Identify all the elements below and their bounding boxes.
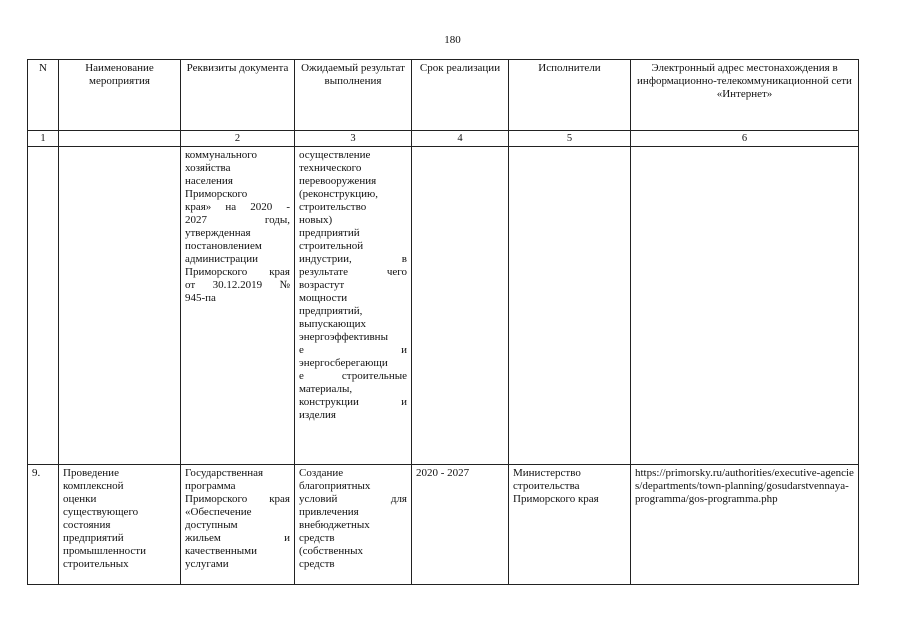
- column-number-row: [28, 131, 859, 147]
- cell-line: коммунального: [185, 149, 257, 161]
- column-number: 2: [181, 131, 295, 147]
- cell-line: администрации: [185, 253, 258, 265]
- cell-line: доступным: [185, 519, 238, 531]
- cell-line: услугами: [185, 558, 229, 570]
- cell-line: индустрии, в: [299, 253, 407, 265]
- cell-line: привлечения: [299, 506, 359, 518]
- cell-line: материалы,: [299, 383, 353, 395]
- cell-line: края» на 2020 -: [185, 201, 290, 213]
- cell-line: е и: [299, 344, 407, 356]
- column-number: 1: [28, 131, 59, 147]
- cell-number: [28, 147, 59, 465]
- cell-line: (собственных: [299, 545, 364, 557]
- cell-line: конструкции и: [299, 396, 407, 408]
- header-requisites: Реквизиты документа: [181, 60, 295, 131]
- cell-line: внебюджетных: [299, 519, 370, 531]
- cell-requisites: [181, 465, 295, 585]
- cell-line: программа: [185, 480, 236, 492]
- cell-line: хозяйства: [185, 162, 231, 174]
- cell-line: промышленности: [63, 545, 146, 557]
- cell-line: энергоэффективны: [299, 331, 388, 343]
- cell-line: качественными: [185, 545, 258, 557]
- header-term: Срок реализации: [412, 60, 509, 131]
- cell-line: перевооружения: [299, 175, 377, 187]
- cell-line: условий для: [299, 493, 407, 505]
- cell-line: технического: [299, 162, 362, 174]
- cell-name: [59, 465, 181, 585]
- table-row: [28, 147, 859, 465]
- header-result: Ожидаемый результат выполнения: [295, 60, 412, 131]
- cell-line: предприятий: [299, 227, 360, 239]
- cell-line: «Обеспечение: [185, 506, 252, 518]
- cell-line: результате чего: [299, 266, 407, 278]
- cell-line: жильем и: [185, 532, 290, 544]
- cell-line: Приморского края: [185, 266, 290, 278]
- cell-result: [295, 465, 412, 585]
- cell-line: Создание: [299, 467, 344, 479]
- cell-line: строительных: [63, 558, 129, 570]
- cell-line: предприятий,: [299, 305, 363, 317]
- cell-number: 9.: [28, 465, 59, 585]
- cell-executors: [509, 147, 631, 465]
- cell-line: средств: [299, 558, 335, 570]
- cell-line: 945-па: [185, 292, 216, 304]
- cell-term: [412, 147, 509, 465]
- cell-line: (реконструкцию,: [299, 188, 378, 200]
- header-executors: Исполнители: [509, 60, 631, 131]
- cell-url: [631, 147, 859, 465]
- cell-line: выпускающих: [299, 318, 366, 330]
- cell-line: строительной: [299, 240, 364, 252]
- cell-line: существующего: [63, 506, 139, 518]
- cell-line: средств: [299, 532, 335, 544]
- cell-line: Государственная: [185, 467, 264, 479]
- cell-url: https://primorsky.ru/authorities/executive-agencies/departments/town-planning/gosudarstvennaya-programma/gos-programma.php: [631, 465, 859, 585]
- cell-line: строительство: [299, 201, 367, 213]
- cell-line: постановлением: [185, 240, 262, 252]
- cell-line: утвержденная: [185, 227, 251, 239]
- table-row: [28, 465, 859, 585]
- cell-line: Приморского края: [185, 493, 290, 505]
- cell-line: новых): [299, 214, 333, 226]
- cell-line: энергосберегающи: [299, 357, 388, 369]
- cell-term: 2020 - 2027: [412, 465, 509, 585]
- cell-line: е строительные: [299, 370, 407, 382]
- header-url: Электронный адрес местонахождения в информационно-телекоммуникационной сети «Интернет»: [631, 60, 859, 131]
- column-number: 3: [295, 131, 412, 147]
- cell-line: изделия: [299, 409, 336, 421]
- cell-line: мощности: [299, 292, 348, 304]
- column-number: 4: [412, 131, 509, 147]
- cell-line: благоприятных: [299, 480, 371, 492]
- cell-line: от 30.12.2019 №: [185, 279, 290, 291]
- header-name: Наименование мероприятия: [59, 60, 181, 131]
- page-number: 180: [444, 34, 461, 46]
- cell-line: осуществление: [299, 149, 371, 161]
- cell-line: комплексной: [63, 480, 124, 492]
- header-row: [28, 60, 859, 131]
- cell-executors: Министерство строительства Приморского края: [509, 465, 631, 585]
- column-number: [59, 131, 181, 147]
- cell-line: Приморского: [185, 188, 248, 200]
- cell-requisites: [181, 147, 295, 465]
- cell-line: состояния: [63, 519, 111, 531]
- cell-name: [59, 147, 181, 465]
- cell-line: возрастут: [299, 279, 345, 291]
- cell-line: предприятий: [63, 532, 124, 544]
- column-number: 6: [631, 131, 859, 147]
- cell-line: оценки: [63, 493, 97, 505]
- cell-result: [295, 147, 412, 465]
- measures-table: [27, 59, 859, 585]
- column-number: 5: [509, 131, 631, 147]
- cell-line: населения: [185, 175, 233, 187]
- cell-line: 2027 годы,: [185, 214, 290, 226]
- header-n: N: [28, 60, 59, 131]
- cell-line: Проведение: [63, 467, 119, 479]
